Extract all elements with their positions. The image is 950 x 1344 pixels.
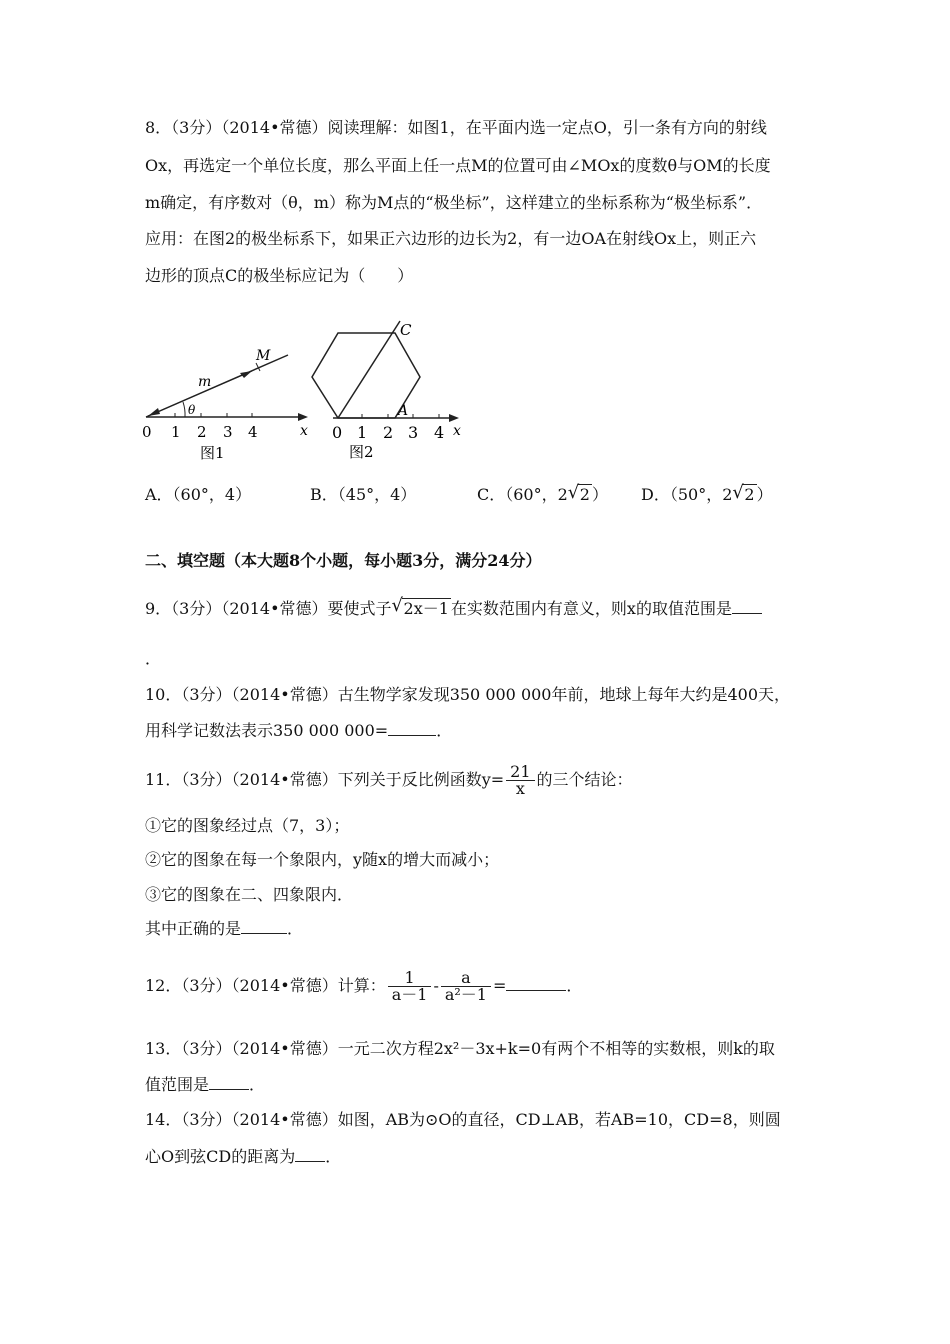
option-d-suffix: ） [756, 485, 773, 504]
q10-line1: 10．（3分）（2014•常德）古生物学家发现350 000 000年前，地球上每年大约是400天， [145, 685, 791, 704]
q8-option-d [641, 482, 773, 505]
q11-fraction [506, 764, 534, 797]
option-c-sqrt: √ 2 [567, 482, 590, 504]
q10-line2-text: 用科学记数法表示350 000 000= [145, 721, 389, 740]
q9-suffix: 在实数范围内有意义，则x的取值范围是 [450, 599, 732, 618]
fig2-caption: 图2 [349, 443, 374, 461]
q13-answer-blank[interactable] [209, 1075, 249, 1090]
q12-equals: = [492, 976, 507, 995]
q11-denominator: x [515, 779, 525, 798]
fig2-tick-4: 4 [434, 423, 445, 442]
q9-radicand: 2x－1 [403, 599, 449, 618]
q8-line2: Ox，再选定一个单位长度，那么平面上任一点M的位置可由∠MOx的度数θ与OM的长度 [145, 156, 771, 175]
option-c-suffix: ） [591, 485, 608, 504]
q14-line1: 14．（3分）（2014•常德）如图，AB为⊙O的直径，CD⊥AB，若AB=10，CD=8，则圆 [145, 1110, 781, 1129]
q12-line [145, 966, 582, 1006]
q13-line1: 13．（3分）（2014•常德）一元二次方程2x²－3x+k=0有两个不相等的实数根，则k的取 [145, 1039, 775, 1058]
q9-answer-blank[interactable] [732, 599, 762, 614]
fig1-tick-2: 2 [197, 423, 207, 441]
q9-sqrt: √ 2x－1 [391, 595, 449, 618]
q14-line2 [145, 1146, 341, 1168]
q11-numerator: 21 [506, 764, 534, 781]
fig1-tick-4: 4 [248, 423, 258, 441]
q10-end: ． [436, 721, 453, 740]
q11-answer-blank[interactable] [241, 919, 287, 934]
q13-line2 [145, 1074, 265, 1096]
q9-line [145, 595, 762, 620]
q11-suffix: 的三个结论： [536, 770, 633, 789]
q13-line2-text: 值范围是 [145, 1075, 210, 1094]
q11-ask-text: 其中正确的是 [145, 919, 242, 938]
q12-prefix: 12．（3分）（2014•常德）计算： [145, 976, 386, 995]
option-c-prefix: C．（60°，2 [477, 485, 568, 504]
fig1-label-m: m [198, 374, 212, 390]
q12-f2-numerator: a [441, 970, 491, 987]
fig2-tick-0: 0 [332, 423, 343, 442]
option-d-radicand: 2 [744, 485, 755, 504]
q8-option-b: B．（45°，4） [310, 485, 417, 504]
figure-2 [305, 315, 475, 465]
q13-end: ． [249, 1075, 266, 1094]
section-2-title: 二、填空题（本大题8个小题，每小题3分，满分24分） [145, 551, 542, 570]
q12-minus: - [433, 976, 439, 995]
q12-fraction-2 [441, 970, 491, 1003]
q8-option-a: A．（60°，4） [145, 485, 252, 504]
q8-line4: 应用：在图2的极坐标系下，如果正六边形的边长为2，有一边OA在射线Ox上，则正六 [145, 229, 757, 248]
option-c-radicand: 2 [579, 485, 590, 504]
fig1-label-x: x [300, 423, 308, 439]
q9-end: ． [145, 649, 162, 668]
q10-line2 [145, 720, 452, 742]
q8-line3: m确定，有序数对（θ，m）称为M点的“极坐标”，这样建立的坐标系称为“极坐标系”． [145, 193, 763, 212]
fig1-tick-1: 1 [171, 423, 181, 441]
fig2-label-C: C [400, 321, 412, 339]
q8-line5: 边形的顶点C的极坐标应记为（ ） [145, 266, 414, 285]
q11-item2: ②它的图象在每一个象限内，y随x的增大而减小； [145, 850, 500, 869]
q12-f1-numerator: 1 [388, 970, 432, 987]
q8-line1: 8．（3分）（2014•常德）阅读理解：如图1，在平面内选一定点O，引一条有方向的射线 [145, 118, 767, 137]
q12-fraction-1 [388, 970, 432, 1003]
q14-end: ． [325, 1147, 342, 1166]
q11-line [145, 760, 633, 800]
q11-ask [145, 918, 303, 940]
fig2-tick-2: 2 [383, 423, 394, 442]
option-d-sqrt: √ 2 [732, 482, 755, 504]
q9-prefix: 9．（3分）（2014•常德）要使式子 [145, 599, 392, 618]
q12-answer-blank[interactable] [506, 976, 566, 991]
fig1-label-M: M [256, 348, 271, 364]
q8-option-c [477, 482, 608, 505]
q12-end: ． [566, 976, 583, 995]
option-d-prefix: D．（50°，2 [641, 485, 733, 504]
figure-1 [140, 340, 320, 465]
q11-item3: ③它的图象在二、四象限内． [145, 885, 354, 904]
q11-item1: ①它的图象经过点（7，3）； [145, 816, 350, 835]
q14-answer-blank[interactable] [295, 1147, 325, 1162]
q12-f1-denominator: a－1 [391, 985, 428, 1004]
fig2-tick-1: 1 [357, 423, 368, 442]
q10-answer-blank[interactable] [388, 721, 436, 736]
fig2-label-x: x [453, 423, 461, 439]
q11-end: ． [287, 919, 304, 938]
fig2-label-A: A [398, 403, 409, 419]
fig1-tick-3: 3 [223, 423, 233, 441]
q11-prefix: 11．（3分）（2014•常德）下列关于反比例函数y= [145, 770, 505, 789]
fig2-tick-3: 3 [408, 423, 419, 442]
fig1-label-theta: θ [188, 403, 196, 417]
fig1-caption: 图1 [200, 444, 225, 462]
q12-f2-denominator: a²－1 [444, 985, 487, 1004]
q14-line2-text: 心O到弦CD的距离为 [145, 1147, 296, 1166]
fig1-tick-0: 0 [142, 423, 152, 441]
